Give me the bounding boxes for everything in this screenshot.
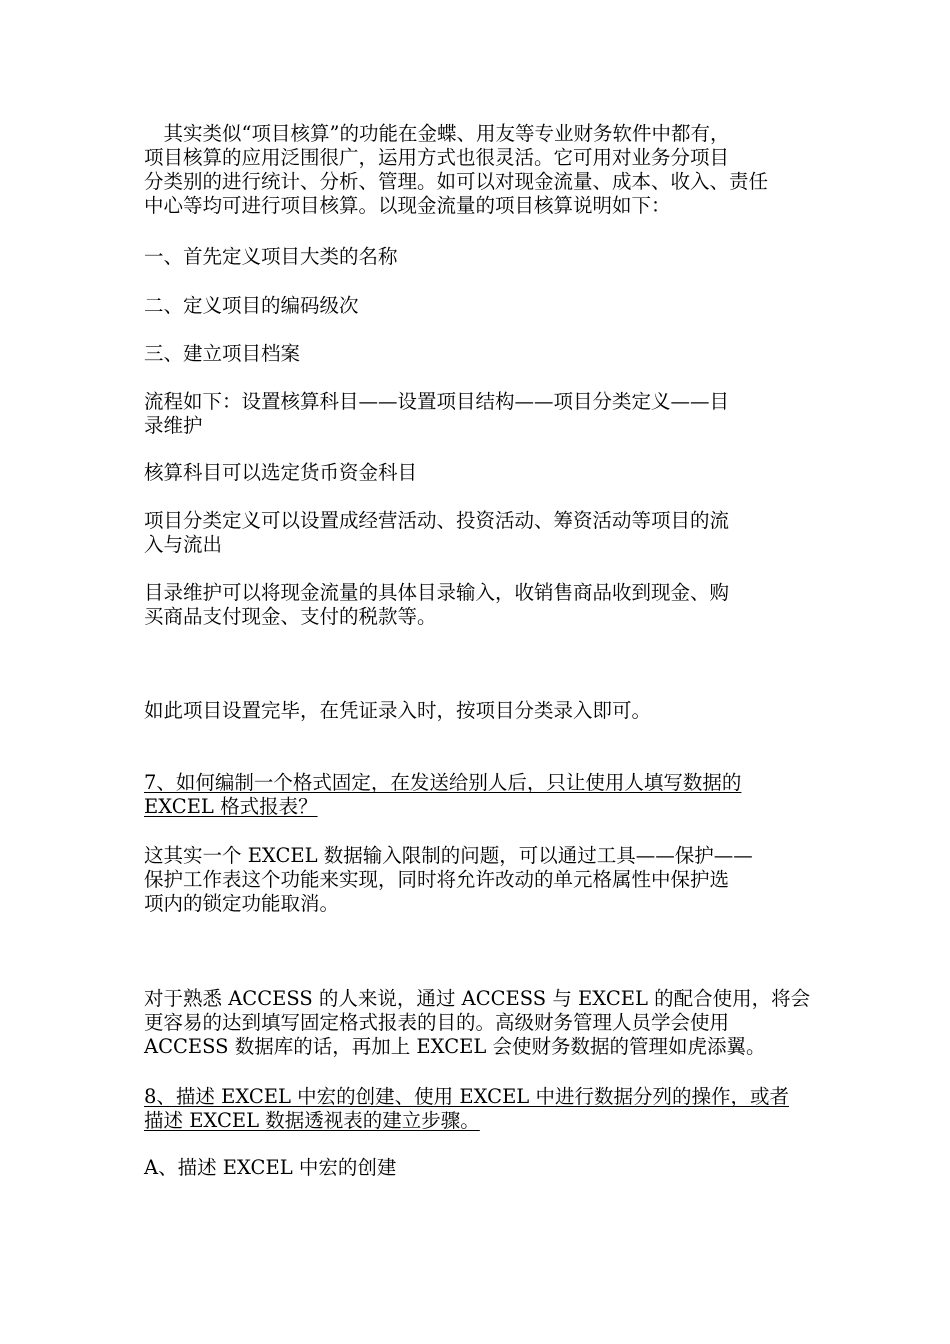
text-line: 中心等均可进行项目核算。以现金流量的项目核算说明如下： (144, 194, 671, 217)
text-line: 买商品支付现金、支付的税款等。 (144, 605, 437, 628)
text-line: ACCESS 数据库的话，再加上 EXCEL 会使财务数据的管理如虎添翼。 (144, 1035, 766, 1058)
text-line: 其实类似“项目核算”的功能在金蝶、用友等专业财务软件中都有， (144, 122, 730, 145)
access-paragraph (144, 987, 810, 1059)
heading-line: 描述 EXCEL 数据透视表的建立步骤。 (144, 1109, 480, 1132)
text-line: A、描述 EXCEL 中宏的创建 (144, 1156, 397, 1179)
catalog-paragraph (144, 581, 810, 629)
text-line: 三、建立项目档案 (144, 342, 301, 365)
text-line: 录维护 (144, 414, 203, 437)
intro-paragraph (144, 122, 810, 218)
section-heading-8 (144, 1085, 810, 1133)
text-line: 项目分类定义可以设置成经营活动、投资活动、筹资活动等项目的流 (144, 509, 730, 532)
text-line: 项内的锁定功能取消。 (144, 892, 340, 915)
text-line: 分类别的进行统计、分析、管理。如可以对现金流量、成本、收入、责任 (144, 170, 769, 193)
step-one (144, 245, 810, 269)
text-line: 入与流出 (144, 533, 223, 556)
text-line: 流程如下：设置核算科目——设置项目结构——项目分类定义——目 (144, 390, 730, 413)
excel-protect-paragraph (144, 844, 810, 916)
section-heading-7 (144, 771, 810, 819)
text-line: 对于熟悉 ACCESS 的人来说，通过 ACCESS 与 EXCEL 的配合使用，将会 (144, 987, 811, 1010)
text-line: 更容易的达到填写固定格式报表的目的。高级财务管理人员学会使用 (144, 1011, 730, 1034)
heading-line: EXCEL 格式报表？ (144, 795, 318, 818)
text-line: 二、定义项目的编码级次 (144, 294, 359, 317)
heading-line: 7、如何编制一个格式固定，在发送给别人后，只让使用人填写数据的 (144, 771, 742, 794)
classification-paragraph (144, 509, 810, 557)
heading-line: 8、描述 EXCEL 中宏的创建、使用 EXCEL 中进行数据分列的操作，或者 (144, 1085, 789, 1108)
text-line: 目录维护可以将现金流量的具体目录输入，收销售商品收到现金、购 (144, 581, 730, 604)
subsection-a (144, 1156, 810, 1180)
step-two (144, 294, 810, 318)
completion-paragraph (144, 699, 810, 723)
text-line: 保护工作表这个功能来实现，同时将允许改动的单元格属性中保护选 (144, 868, 730, 891)
subject-paragraph (144, 461, 810, 485)
text-line: 一、首先定义项目大类的名称 (144, 245, 398, 268)
text-line: 如此项目设置完毕，在凭证录入时，按项目分类录入即可。 (144, 699, 652, 722)
process-paragraph (144, 390, 810, 438)
text-line: 核算科目可以选定货币资金科目 (144, 461, 418, 484)
text-line: 项目核算的应用泛围很广，运用方式也很灵活。它可用对业务分项目 (144, 146, 730, 169)
text-line: 这其实一个 EXCEL 数据输入限制的问题，可以通过工具——保护—— (144, 844, 753, 867)
step-three (144, 342, 810, 366)
